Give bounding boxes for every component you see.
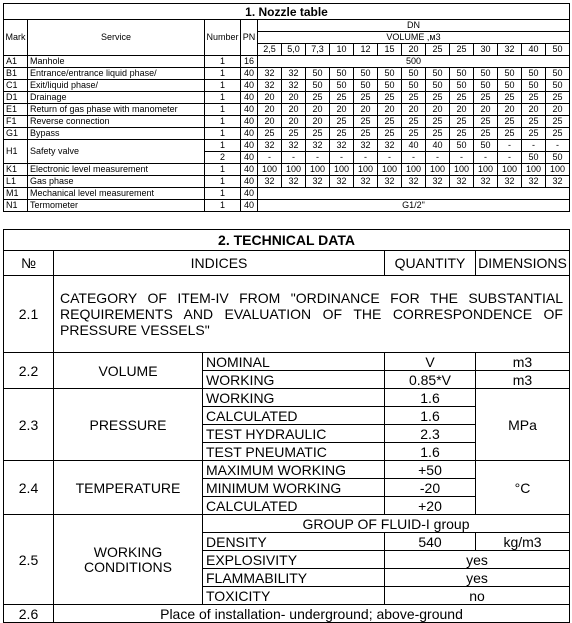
- dn-value: 50: [330, 68, 354, 80]
- row-number: 2.1: [4, 276, 54, 353]
- volume-value: 25: [450, 44, 474, 56]
- dn-value: 25: [402, 116, 426, 128]
- condition-value: no: [385, 587, 570, 605]
- nozzle-mark: B1: [4, 68, 28, 80]
- dn-value: 32: [258, 68, 282, 80]
- dn-value: 25: [450, 128, 474, 140]
- dn-value: 25: [330, 128, 354, 140]
- group-name: TEMPERATURE: [54, 461, 203, 515]
- quantity-value: 1.6: [385, 407, 476, 425]
- nozzle-number: 1: [205, 176, 241, 188]
- dn-value: 20: [282, 116, 306, 128]
- dn-value: 100: [546, 164, 570, 176]
- nozzle-table-title: 1. Nozzle table: [4, 4, 570, 20]
- volume-value: 12: [354, 44, 378, 56]
- volume-value: 30: [474, 44, 498, 56]
- quantity-value: +50: [385, 461, 476, 479]
- nozzle-pn: 40: [241, 176, 258, 188]
- nozzle-row: [4, 128, 570, 140]
- volume-value: 50: [546, 44, 570, 56]
- index-label: MAXIMUM WORKING: [203, 461, 385, 479]
- dn-value: 32: [522, 176, 546, 188]
- nozzle-pn: 40: [241, 116, 258, 128]
- col-header-volume: VOLUME ,м3: [258, 32, 570, 44]
- dn-value: 50: [474, 140, 498, 152]
- condition-value: yes: [385, 569, 570, 587]
- dn-value: -: [426, 152, 450, 164]
- category-text: CATEGORY OF ITEM-IV FROM "ORDINANCE FOR THE SUBSTANTIAL REQUIREMENTS AND EVALUATION OF THE CORRESPONDENCE OF PRESSURE VESSELS": [54, 276, 570, 353]
- nozzle-row: [4, 188, 570, 200]
- dn-value: 20: [354, 104, 378, 116]
- dn-value: 20: [474, 104, 498, 116]
- dn-value: 50: [450, 80, 474, 92]
- nozzle-table: [3, 3, 570, 212]
- nozzle-mark: M1: [4, 188, 28, 200]
- dn-value: 25: [426, 92, 450, 104]
- nozzle-service: Exit/liquid phase/: [28, 80, 205, 92]
- nozzle-number: 1: [205, 188, 241, 200]
- nozzle-number: 1: [205, 56, 241, 68]
- dn-value: 50: [378, 80, 402, 92]
- dn-value: -: [378, 152, 402, 164]
- nozzle-service: Return of gas phase with manometer: [28, 104, 205, 116]
- dn-value: 25: [522, 116, 546, 128]
- index-label: TOXICITY: [203, 587, 385, 605]
- dn-value: 100: [258, 164, 282, 176]
- volume-value: 5,0: [282, 44, 306, 56]
- index-label: WORKING: [203, 371, 385, 389]
- nozzle-mark: C1: [4, 80, 28, 92]
- dn-value: 25: [306, 92, 330, 104]
- nozzle-pn: 40: [241, 80, 258, 92]
- dn-value: 25: [426, 116, 450, 128]
- dn-value: 25: [498, 116, 522, 128]
- dn-value: 100: [354, 164, 378, 176]
- dn-value: 25: [402, 92, 426, 104]
- volume-value: 32: [498, 44, 522, 56]
- row-number: 2.4: [4, 461, 54, 515]
- quantity-value: 1.6: [385, 389, 476, 407]
- dn-value: 25: [258, 128, 282, 140]
- nozzle-number: 1: [205, 200, 241, 212]
- dn-value: 25: [330, 92, 354, 104]
- dn-value: 100: [378, 164, 402, 176]
- dn-value: 100: [330, 164, 354, 176]
- dn-value: G1/2": [258, 200, 570, 212]
- dn-value: 50: [402, 80, 426, 92]
- nozzle-number: 1: [205, 164, 241, 176]
- technical-data-title: 2. TECHNICAL DATA: [4, 230, 570, 251]
- dn-value: 32: [258, 140, 282, 152]
- dimension-value: kg/m3: [476, 533, 570, 551]
- dn-value: 32: [258, 176, 282, 188]
- nozzle-pn: 40: [241, 200, 258, 212]
- nozzle-number: 1: [205, 80, 241, 92]
- volume-value: 2,5: [258, 44, 282, 56]
- dn-value: 20: [282, 92, 306, 104]
- dn-value: -: [354, 152, 378, 164]
- dn-value: 25: [474, 92, 498, 104]
- index-label: CALCULATED: [203, 497, 385, 515]
- nozzle-pn: 16: [241, 56, 258, 68]
- index-label: EXPLOSIVITY: [203, 551, 385, 569]
- dn-value: 50: [474, 80, 498, 92]
- dn-value: 50: [354, 80, 378, 92]
- col-header-quantity: QUANTITY: [385, 251, 476, 276]
- volume-value: 15: [378, 44, 402, 56]
- dn-value: 20: [498, 104, 522, 116]
- quantity-value: 540: [385, 533, 476, 551]
- nozzle-service: Reverse connection: [28, 116, 205, 128]
- dn-value: 100: [450, 164, 474, 176]
- dn-value: 25: [450, 92, 474, 104]
- col-header-dn: DN: [258, 20, 570, 32]
- dn-value: -: [522, 140, 546, 152]
- dn-value: 25: [330, 116, 354, 128]
- dn-value: 20: [258, 116, 282, 128]
- nozzle-service: Termometer: [28, 200, 205, 212]
- nozzle-row: [4, 116, 570, 128]
- nozzle-number: 1: [205, 104, 241, 116]
- dn-value: 20: [546, 104, 570, 116]
- dn-value: -: [474, 152, 498, 164]
- quantity-value: V: [385, 353, 476, 371]
- nozzle-mark: L1: [4, 176, 28, 188]
- dn-value: 32: [498, 176, 522, 188]
- index-label: TEST HYDRAULIC: [203, 425, 385, 443]
- index-label: CALCULATED: [203, 407, 385, 425]
- nozzle-pn: 40: [241, 140, 258, 152]
- technical-data-table: [3, 229, 570, 623]
- dn-value: 20: [258, 104, 282, 116]
- volume-value: 7,3: [306, 44, 330, 56]
- dn-value: 50: [522, 80, 546, 92]
- nozzle-mark: A1: [4, 56, 28, 68]
- nozzle-number: 2: [205, 152, 241, 164]
- fluid-group: GROUP OF FLUID-I group: [203, 515, 570, 533]
- dn-value: 100: [402, 164, 426, 176]
- dn-value: 32: [282, 68, 306, 80]
- dn-value: 25: [378, 128, 402, 140]
- dn-value: 20: [258, 92, 282, 104]
- dn-value: 25: [498, 128, 522, 140]
- quantity-value: 2.3: [385, 425, 476, 443]
- col-header-no: №: [4, 251, 54, 276]
- dn-value: -: [546, 140, 570, 152]
- index-label: FLAMMABILITY: [203, 569, 385, 587]
- index-label: TEST PNEUMATIC: [203, 443, 385, 461]
- group-name: WORKING CONDITIONS: [54, 515, 203, 605]
- col-header-mark: Mark: [4, 20, 28, 56]
- dn-value: 100: [426, 164, 450, 176]
- nozzle-row: [4, 104, 570, 116]
- row-number: 2.6: [4, 605, 54, 623]
- nozzle-row: [4, 200, 570, 212]
- dn-value: 50: [330, 80, 354, 92]
- nozzle-row: [4, 56, 570, 68]
- dn-value: 25: [546, 116, 570, 128]
- dn-value: 25: [282, 128, 306, 140]
- dn-value: 50: [450, 68, 474, 80]
- dn-value: 32: [402, 176, 426, 188]
- dimension-value: m3: [476, 371, 570, 389]
- dn-value: -: [306, 152, 330, 164]
- dn-value: 32: [474, 176, 498, 188]
- dn-value: -: [402, 152, 426, 164]
- dn-value: 100: [498, 164, 522, 176]
- index-label: NOMINAL: [203, 353, 385, 371]
- nozzle-service: Safety valve: [28, 140, 205, 164]
- nozzle-row: [4, 92, 570, 104]
- dn-value: 50: [426, 68, 450, 80]
- dn-value: [258, 188, 570, 200]
- nozzle-number: 1: [205, 128, 241, 140]
- volume-value: 40: [522, 44, 546, 56]
- dn-value: 20: [450, 104, 474, 116]
- nozzle-number: 1: [205, 140, 241, 152]
- nozzle-pn: 40: [241, 104, 258, 116]
- dn-value: 20: [306, 104, 330, 116]
- dn-value: 50: [426, 80, 450, 92]
- dn-value: 50: [546, 68, 570, 80]
- dn-value: 32: [450, 176, 474, 188]
- dn-value: 20: [282, 104, 306, 116]
- dn-value: 25: [450, 116, 474, 128]
- dn-value: 25: [522, 128, 546, 140]
- index-label: MINIMUM WORKING: [203, 479, 385, 497]
- dn-value: 100: [522, 164, 546, 176]
- dn-value: 32: [330, 140, 354, 152]
- row-number: 2.3: [4, 389, 54, 461]
- dn-value: 50: [522, 152, 546, 164]
- nozzle-row: [4, 140, 570, 152]
- index-label: DENSITY: [203, 533, 385, 551]
- dn-value: -: [450, 152, 474, 164]
- dn-value: 32: [306, 176, 330, 188]
- nozzle-row: [4, 176, 570, 188]
- dn-value: 25: [354, 116, 378, 128]
- volume-value: 25: [426, 44, 450, 56]
- dn-value: 20: [306, 116, 330, 128]
- dn-value: 500: [258, 56, 570, 68]
- dimension-value: °C: [476, 461, 570, 515]
- dn-value: 25: [378, 116, 402, 128]
- dn-value: 25: [546, 92, 570, 104]
- dn-value: 25: [474, 116, 498, 128]
- nozzle-service: Manhole: [28, 56, 205, 68]
- dn-value: 25: [522, 92, 546, 104]
- dn-value: -: [330, 152, 354, 164]
- dn-value: 100: [282, 164, 306, 176]
- nozzle-number: 1: [205, 68, 241, 80]
- group-name: VOLUME: [54, 353, 203, 389]
- dn-value: 25: [546, 128, 570, 140]
- dn-value: 32: [330, 176, 354, 188]
- dn-value: 40: [402, 140, 426, 152]
- nozzle-service: Mechanical level measurement: [28, 188, 205, 200]
- quantity-value: +20: [385, 497, 476, 515]
- nozzle-pn: 40: [241, 92, 258, 104]
- col-header-indices: INDICES: [54, 251, 385, 276]
- col-header-pn: PN: [241, 20, 258, 56]
- dn-value: 50: [498, 80, 522, 92]
- nozzle-mark: F1: [4, 116, 28, 128]
- dn-value: 25: [426, 128, 450, 140]
- nozzle-number: 1: [205, 92, 241, 104]
- nozzle-row: [4, 68, 570, 80]
- installation-text: Place of installation- underground; above-ground: [54, 605, 570, 623]
- dn-value: 32: [354, 140, 378, 152]
- volume-value: 20: [402, 44, 426, 56]
- dn-value: 20: [426, 104, 450, 116]
- dn-value: 32: [378, 140, 402, 152]
- nozzle-pn: 40: [241, 164, 258, 176]
- dn-value: 25: [306, 128, 330, 140]
- dn-value: 32: [282, 140, 306, 152]
- dn-value: 50: [450, 140, 474, 152]
- dn-value: 50: [474, 68, 498, 80]
- nozzle-mark: K1: [4, 164, 28, 176]
- row-number: 2.2: [4, 353, 54, 389]
- dn-value: 50: [546, 152, 570, 164]
- nozzle-service: Drainage: [28, 92, 205, 104]
- nozzle-service: Gas phase: [28, 176, 205, 188]
- dn-value: 40: [426, 140, 450, 152]
- quantity-value: 0.85*V: [385, 371, 476, 389]
- nozzle-pn: 40: [241, 152, 258, 164]
- col-header-number: Number: [205, 20, 241, 56]
- dn-value: 50: [354, 68, 378, 80]
- dn-value: 32: [258, 80, 282, 92]
- col-header-service: Service: [28, 20, 205, 56]
- dn-value: 25: [378, 92, 402, 104]
- condition-value: yes: [385, 551, 570, 569]
- dn-value: 50: [546, 80, 570, 92]
- nozzle-pn: 40: [241, 68, 258, 80]
- nozzle-pn: 40: [241, 128, 258, 140]
- dn-value: 32: [282, 80, 306, 92]
- dn-value: 50: [402, 68, 426, 80]
- dn-value: 32: [546, 176, 570, 188]
- index-label: WORKING: [203, 389, 385, 407]
- dn-value: 20: [522, 104, 546, 116]
- dn-value: 32: [426, 176, 450, 188]
- nozzle-mark: D1: [4, 92, 28, 104]
- dn-value: 32: [378, 176, 402, 188]
- dn-value: 20: [378, 104, 402, 116]
- dn-value: 100: [306, 164, 330, 176]
- nozzle-service: Bypass: [28, 128, 205, 140]
- dn-value: 32: [282, 176, 306, 188]
- dn-value: 50: [306, 80, 330, 92]
- dn-value: 25: [474, 128, 498, 140]
- dn-value: 50: [498, 68, 522, 80]
- dn-value: 20: [402, 104, 426, 116]
- dn-value: 50: [306, 68, 330, 80]
- dn-value: -: [498, 152, 522, 164]
- volume-value: 10: [330, 44, 354, 56]
- dn-value: 25: [354, 128, 378, 140]
- row-number: 2.5: [4, 515, 54, 605]
- dn-value: 25: [354, 92, 378, 104]
- dimension-value: m3: [476, 353, 570, 371]
- quantity-value: -20: [385, 479, 476, 497]
- nozzle-mark: G1: [4, 128, 28, 140]
- dn-value: 20: [330, 104, 354, 116]
- nozzle-row: [4, 80, 570, 92]
- dn-value: 25: [498, 92, 522, 104]
- nozzle-number: 1: [205, 116, 241, 128]
- dn-value: 100: [474, 164, 498, 176]
- dimension-value: MPa: [476, 389, 570, 461]
- dn-value: -: [282, 152, 306, 164]
- nozzle-service: Entrance/entrance liquid phase/: [28, 68, 205, 80]
- nozzle-pn: 40: [241, 188, 258, 200]
- nozzle-mark: H1: [4, 140, 28, 164]
- dn-value: 25: [402, 128, 426, 140]
- nozzle-mark: N1: [4, 200, 28, 212]
- dn-value: 32: [306, 140, 330, 152]
- nozzle-service: Electronic level measurement: [28, 164, 205, 176]
- quantity-value: 1.6: [385, 443, 476, 461]
- dn-value: 32: [354, 176, 378, 188]
- dn-value: 50: [378, 68, 402, 80]
- col-header-dimensions: DIMENSIONS: [476, 251, 570, 276]
- group-name: PRESSURE: [54, 389, 203, 461]
- nozzle-row: [4, 164, 570, 176]
- dn-value: -: [258, 152, 282, 164]
- nozzle-mark: E1: [4, 104, 28, 116]
- dn-value: 50: [522, 68, 546, 80]
- dn-value: -: [498, 140, 522, 152]
